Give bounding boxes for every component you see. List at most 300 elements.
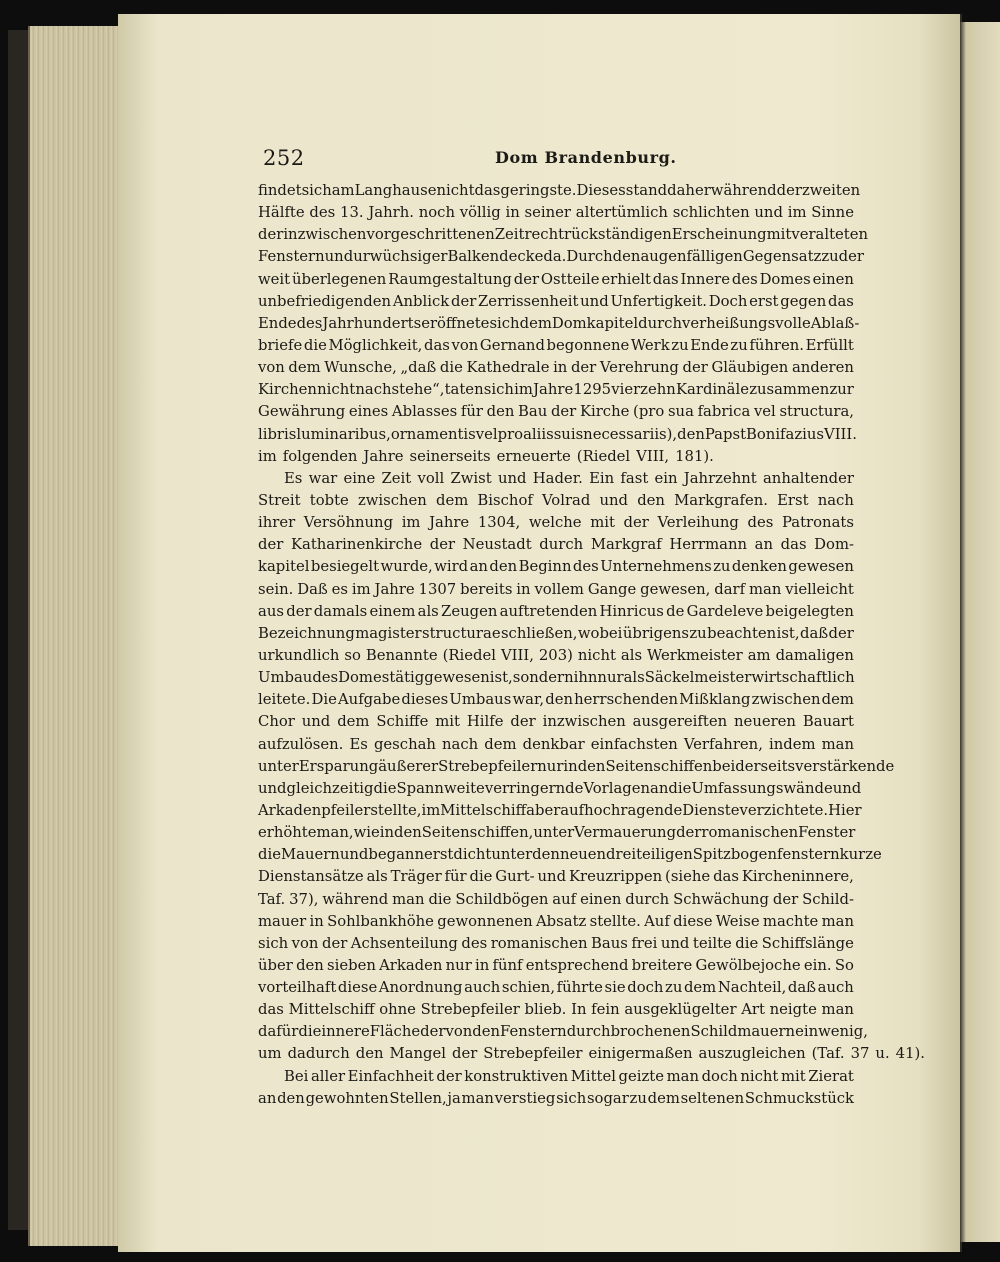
word: findet — [258, 182, 302, 199]
word: und — [599, 491, 629, 509]
word: Schiffe — [376, 713, 429, 731]
word: zu — [689, 624, 707, 642]
word: erneuerte — [496, 447, 571, 465]
word: Durch — [566, 248, 613, 266]
word: in — [553, 359, 568, 377]
word: Hälfte — [258, 204, 305, 222]
word: ohne — [379, 1001, 416, 1019]
word: einigermaßen — [588, 1045, 693, 1063]
word: daß — [787, 979, 817, 997]
word: zusammen — [749, 381, 830, 399]
word: den — [486, 403, 515, 421]
word: zu — [665, 979, 683, 997]
word: den — [472, 1023, 501, 1041]
word: Raumgestaltung — [388, 270, 512, 288]
word: blieb. — [524, 1001, 567, 1019]
word: stellte. — [589, 912, 641, 930]
word: indem — [768, 735, 816, 753]
word: doch — [701, 1067, 738, 1085]
word: den — [612, 248, 641, 266]
word: Verehrung — [599, 359, 679, 377]
word: in — [309, 912, 324, 930]
word: von — [445, 1023, 473, 1041]
text-line — [258, 313, 860, 335]
word: vorgeschrittenen — [366, 226, 495, 244]
word: VIII, — [500, 646, 534, 664]
word: in — [379, 824, 395, 842]
word: Aufgabe — [337, 691, 401, 709]
word: in — [505, 204, 520, 222]
word: Zeit — [494, 226, 525, 244]
text-line — [258, 379, 854, 401]
word: Jahre — [363, 447, 404, 465]
word: wurde, — [380, 558, 433, 576]
word: übrigens — [622, 624, 689, 642]
word: urkundlich — [258, 646, 340, 664]
word: Herrmann — [669, 536, 748, 554]
word: (Taf. — [811, 1045, 845, 1063]
word: Verfahren, — [683, 735, 763, 753]
word: dem — [647, 1089, 680, 1107]
text-line — [258, 1066, 854, 1088]
word: und — [832, 779, 862, 797]
word: Ablasses — [391, 403, 458, 421]
word: Mißklang — [679, 691, 751, 709]
word: Fenster — [798, 824, 856, 842]
word: der — [682, 359, 708, 377]
word: Vorlagen — [583, 779, 651, 797]
word: führen. — [749, 336, 804, 354]
word: Doch — [708, 292, 748, 310]
text-line — [258, 889, 854, 911]
word: Jahre — [429, 514, 470, 532]
text-line — [258, 734, 854, 756]
text-line — [258, 689, 854, 711]
text-line — [258, 246, 864, 268]
word: luminaribus, — [296, 425, 391, 443]
word: Gegensatz — [742, 248, 822, 266]
word: 1304, — [477, 514, 521, 532]
word: wird — [434, 558, 469, 576]
word: den — [489, 558, 518, 576]
word: man — [821, 1001, 854, 1019]
word: unter — [491, 846, 533, 864]
word: am — [747, 646, 771, 664]
word: auszugleichen — [698, 1045, 806, 1063]
word: beachten — [707, 624, 777, 642]
word: und — [339, 846, 369, 864]
word: pro — [497, 425, 524, 443]
word: sein. — [258, 580, 294, 598]
word: einfachsten — [590, 735, 678, 753]
word: Daß — [297, 580, 328, 598]
word: (Riedel — [576, 447, 631, 465]
word: im — [258, 447, 277, 465]
word: es — [331, 580, 349, 598]
word: herrschenden — [574, 691, 679, 709]
word: Schild- — [802, 890, 854, 908]
word: suis — [553, 425, 584, 443]
word: Schmuckstück — [744, 1089, 854, 1107]
word: während — [710, 182, 777, 199]
text-line — [258, 1043, 925, 1065]
word: am — [331, 182, 355, 199]
word: zur — [829, 381, 854, 399]
word: Bei — [284, 1067, 309, 1085]
word: Domkapitel — [551, 314, 639, 332]
body-text — [258, 180, 925, 1110]
word: libris — [258, 425, 297, 443]
word: folgenden — [282, 447, 358, 465]
word: zwischen — [751, 691, 821, 709]
word: gewesen — [424, 669, 490, 687]
word: nicht — [317, 381, 356, 399]
word: ausgereiften — [632, 713, 728, 731]
word: tätig — [389, 669, 425, 687]
word: „daß — [400, 359, 437, 377]
word: unbefriedigenden — [258, 292, 392, 310]
word: Wunsche, — [324, 359, 397, 377]
text-line — [258, 291, 854, 313]
word: da. — [543, 248, 567, 266]
word: als — [620, 646, 643, 664]
facing-page-edge — [960, 22, 1000, 1242]
word: (Riedel — [442, 646, 496, 664]
word: Unfertigkeit. — [610, 292, 708, 310]
word: der — [258, 226, 284, 244]
word: Sinne — [811, 204, 854, 222]
word: gewesen — [788, 558, 854, 576]
word: die — [303, 336, 327, 354]
word: dicht — [453, 846, 492, 864]
word: Achsenteilung — [350, 934, 458, 952]
text-line — [258, 490, 854, 512]
word: dem — [436, 491, 469, 509]
word: 1307 — [418, 580, 457, 598]
word: den — [577, 757, 606, 775]
word: des — [296, 314, 323, 332]
word: überlegenen — [291, 270, 387, 288]
word: Ostteile — [540, 270, 600, 288]
word: und — [660, 934, 690, 952]
word: verheißungsvolle — [682, 314, 811, 332]
word: äußerer — [378, 757, 439, 775]
word: Taf. — [258, 890, 286, 908]
word: der — [550, 403, 577, 421]
word: (siehe — [665, 868, 711, 886]
word: augenfälligen — [640, 248, 743, 266]
word: frei — [631, 934, 658, 952]
word: Strebepfeiler — [438, 757, 538, 775]
text-line — [258, 999, 854, 1021]
word: sogar — [586, 1089, 629, 1107]
word: auf — [552, 890, 577, 908]
word: Arkaden — [379, 956, 443, 974]
page-stack-edges — [28, 26, 126, 1246]
text-line — [258, 800, 862, 822]
word: hochragende — [584, 801, 683, 819]
word: Ein — [589, 469, 615, 487]
word: von — [258, 359, 285, 377]
word: VIII. — [824, 425, 857, 443]
text-line — [258, 512, 854, 534]
word: der — [286, 602, 312, 620]
word: Mittel — [570, 1067, 616, 1085]
word: mauer — [258, 912, 307, 930]
word: Streit — [258, 491, 301, 509]
word: romanischen — [490, 934, 588, 952]
word: Jahre — [533, 381, 574, 399]
word: nicht — [436, 182, 475, 199]
word: durch — [638, 314, 682, 332]
word: fast — [620, 469, 649, 487]
text-line — [258, 645, 854, 667]
word: stellte, — [370, 801, 422, 819]
word: Hinricus — [599, 602, 664, 620]
word: Neustadt — [462, 536, 532, 554]
word: ist, — [489, 669, 513, 687]
word: altertümlich — [575, 204, 668, 222]
word: ihn — [573, 669, 598, 687]
word: das — [258, 1001, 284, 1019]
word: Katharinenkirche — [290, 536, 423, 554]
word: 37 — [850, 1045, 870, 1063]
word: fabrica — [697, 403, 751, 421]
word: Hader. — [532, 469, 583, 487]
word: die — [439, 359, 463, 377]
word: inzwischen — [283, 226, 367, 244]
word: verringernde — [484, 779, 584, 797]
word: Spitzbogenfenstern — [692, 846, 840, 864]
text-line — [258, 822, 854, 844]
word: um — [258, 1045, 282, 1063]
word: geringste. — [500, 182, 577, 199]
text-line — [258, 601, 854, 623]
word: aller — [310, 1067, 346, 1085]
word: aber — [526, 801, 561, 819]
word: der — [510, 713, 536, 731]
word: breitere — [631, 956, 693, 974]
word: sie — [604, 979, 626, 997]
word: Erst — [777, 491, 809, 509]
word: Zierat — [808, 1067, 854, 1085]
word: Gernand — [479, 336, 545, 354]
word: dadurch — [287, 1045, 350, 1063]
word: Schiffslänge — [761, 934, 854, 952]
word: nach — [442, 735, 479, 753]
word: im — [514, 381, 533, 399]
word: dreiteiligen — [606, 846, 693, 864]
word: seinerseits — [409, 447, 491, 465]
word: Baus — [591, 934, 628, 952]
word: das — [780, 536, 807, 554]
text-line — [258, 357, 854, 379]
word: romanischen — [701, 824, 799, 842]
word: man — [666, 1067, 699, 1085]
word: man — [392, 890, 425, 908]
text-line — [258, 180, 861, 202]
word: Sohlbankhöhe — [327, 912, 434, 930]
word: die — [469, 868, 493, 886]
word: leitete. — [258, 691, 311, 709]
text-line — [258, 202, 854, 224]
word: eröffnete — [421, 314, 490, 332]
word: den — [637, 491, 665, 509]
word: Ablaß- — [810, 314, 860, 332]
word: 203) — [538, 646, 573, 664]
word: Balkendecke — [447, 248, 544, 266]
word: Zeit — [381, 469, 412, 487]
word: Es — [349, 735, 368, 753]
word: Gange — [587, 580, 637, 598]
text-line — [258, 667, 854, 689]
word: der — [451, 1045, 478, 1063]
text-line — [258, 778, 862, 800]
word: sich — [489, 314, 520, 332]
word: aus — [258, 602, 284, 620]
text-line — [258, 955, 854, 977]
word: Innere — [680, 270, 731, 288]
word: man — [821, 912, 854, 930]
word: Verleihung — [657, 514, 739, 532]
word: Dieses — [576, 182, 626, 199]
word: unter — [533, 824, 575, 842]
page-header — [263, 146, 853, 176]
word: Erscheinung — [671, 226, 767, 244]
word: Strebepfeiler — [483, 1045, 583, 1063]
word: Gurt- — [495, 868, 535, 886]
word: necessariis), — [583, 425, 678, 443]
word: des — [747, 514, 774, 532]
word: und — [580, 292, 609, 310]
word: sich — [301, 182, 332, 199]
word: auch — [464, 979, 501, 997]
text-line — [258, 911, 854, 933]
word: fünf — [492, 956, 523, 974]
word: zu — [713, 558, 731, 576]
word: veralteten — [791, 226, 869, 244]
word: die — [668, 779, 692, 797]
word: das — [424, 336, 450, 354]
word: Auf — [644, 912, 670, 930]
word: gewonnenen — [437, 912, 533, 930]
word: rückständigen — [564, 226, 672, 244]
word: 1295 — [573, 381, 612, 399]
word: Umbau — [258, 669, 313, 687]
word: über — [258, 956, 293, 974]
word: Schildbögen — [455, 890, 549, 908]
word: geizte — [618, 1067, 665, 1085]
word: aliis — [523, 425, 554, 443]
word: dem — [821, 691, 854, 709]
word: zwischen — [357, 491, 427, 509]
text-line — [258, 756, 895, 778]
word: (pro — [633, 403, 665, 421]
text-line — [258, 446, 854, 468]
word: das — [827, 292, 854, 310]
word: gegen — [780, 292, 827, 310]
word: der — [772, 890, 799, 908]
word: eine — [343, 469, 376, 487]
word: der — [570, 359, 597, 377]
page-number: 252 — [263, 146, 305, 170]
word: den — [394, 824, 422, 842]
word: im — [787, 204, 807, 222]
word: des — [572, 558, 599, 576]
word: den — [277, 1089, 305, 1107]
word: sua — [667, 403, 694, 421]
word: Gläubigen — [711, 359, 789, 377]
word: nachstehe“, — [355, 381, 445, 399]
word: vel — [753, 403, 776, 421]
word: dieses — [401, 691, 449, 709]
word: geschah — [373, 735, 436, 753]
word: Werkmeister — [647, 646, 743, 664]
word: weit — [258, 270, 291, 288]
word: Mittelschiff — [288, 1001, 375, 1019]
word: Bauart — [802, 713, 854, 731]
word: des — [731, 270, 758, 288]
word: und — [754, 204, 783, 222]
word: und — [301, 713, 331, 731]
word: man — [748, 580, 782, 598]
word: Ende — [690, 336, 729, 354]
word: das — [652, 270, 679, 288]
word: der — [450, 292, 477, 310]
word: Arkadenpfeiler — [258, 801, 371, 819]
word: fein — [591, 1001, 620, 1019]
word: die — [735, 934, 759, 952]
word: daher — [667, 182, 711, 199]
word: damaligen — [775, 646, 854, 664]
word: kapitel — [258, 558, 310, 576]
word: konstruktiven — [464, 1067, 569, 1085]
word: dem — [519, 314, 552, 332]
word: ihrer — [258, 514, 296, 532]
word: der — [513, 270, 540, 288]
word: den — [677, 425, 705, 443]
word: Mittelschiff — [440, 801, 527, 819]
word: structura, — [779, 403, 854, 421]
word: als — [417, 602, 439, 620]
word: Möglichkeit, — [328, 336, 423, 354]
word: Unternehmens — [600, 558, 712, 576]
text-line — [258, 933, 854, 955]
word: Träger — [390, 868, 442, 886]
word: vierzehn — [611, 381, 676, 399]
text-line — [258, 534, 854, 556]
text-line — [258, 468, 854, 490]
word: in — [475, 956, 490, 974]
text-line — [258, 556, 854, 578]
word: u. — [875, 1045, 890, 1063]
word: noch — [418, 204, 455, 222]
word: machte — [762, 912, 819, 930]
word: ein — [795, 1023, 819, 1041]
word: dem — [337, 713, 370, 731]
word: Fläche — [369, 1023, 421, 1041]
word: war, — [512, 691, 545, 709]
word: aufzulösen. — [258, 735, 344, 753]
word: in — [563, 757, 578, 775]
word: zweiten — [801, 182, 861, 199]
word: vel — [475, 425, 498, 443]
word: neigte — [769, 1001, 817, 1019]
word: sich — [556, 1089, 587, 1107]
word: Stellen, — [389, 1089, 447, 1107]
word: nur — [445, 956, 472, 974]
word: recht — [524, 226, 565, 244]
